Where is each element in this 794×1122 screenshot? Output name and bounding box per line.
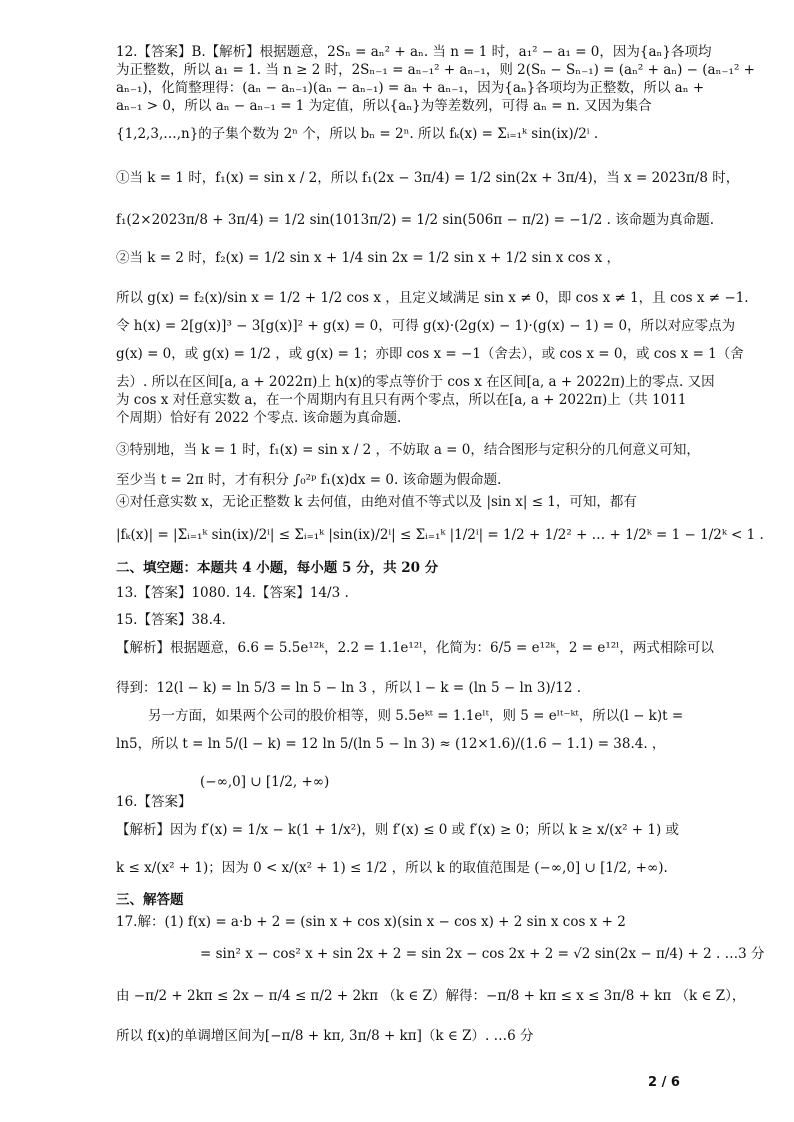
- text-line: 13.【答案】1080. 14.【答案】14/3 .: [116, 585, 349, 601]
- text-line: aₙ₋₁ > 0，所以 aₙ − aₙ₋₁ = 1 为定值，所以{aₙ}为等差数列，可得 aₙ = n. 又因为集合: [116, 98, 652, 114]
- text-line: g(x) = 0，或 g(x) = 1/2 ，或 g(x) = 1；亦即 cos x = −1（舍去），或 cos x = 0，或 cos x = 1（舍: [116, 346, 744, 362]
- text-line: {1,2,3,…,n}的子集个数为 2ⁿ 个，所以 bₙ = 2ⁿ. 所以 fₖ(x) = Σᵢ₌₁ᵏ sin(ix)/2ⁱ .: [116, 126, 599, 142]
- text-line: ④对任意实数 x，无论正整数 k 去何值，由绝对值不等式以及 |sin x| ≤ 1，可知，都有: [116, 494, 637, 510]
- text-line: aₙ₋₁)，化简整理得：(aₙ − aₙ₋₁)(aₙ − aₙ₋₁) = aₙ + aₙ₋₁，因为{aₙ}各项均为正整数，所以 aₙ +: [116, 80, 705, 96]
- answer-interval: (−∞,0] ∪ [1/2, +∞): [200, 774, 330, 790]
- text-line: 令 h(x) = 2[g(x)]³ − 3[g(x)]² + g(x) = 0，可得 g(x)·(2g(x) − 1)·(g(x) − 1) = 0，所以对应零点为: [116, 318, 736, 334]
- text-line: 17.解：(1) f(x) = a·b + 2 = (sin x + cos x)(sin x − cos x) + 2 sin x cos x + 2: [116, 914, 626, 930]
- text-line: 由 −π/2 + 2kπ ≤ 2x − π/4 ≤ π/2 + 2kπ （k ∈ Z）解得：−π/8 + kπ ≤ x ≤ 3π/8 + kπ （k ∈ Z），: [116, 988, 746, 1004]
- text-line: |fₖ(x)| = |Σᵢ₌₁ᵏ sin(ix)/2ⁱ| ≤ Σᵢ₌₁ᵏ |sin(ix)/2ⁱ| ≤ Σᵢ₌₁ᵏ |1/2ⁱ| = 1/2 + 1/2² + … + 1/2ᵏ = 1 − 1/2ᵏ < 1 .: [116, 527, 764, 543]
- text-line: = sin² x − cos² x + sin 2x + 2 = sin 2x − cos 2x + 2 = √2 sin(2x − π/4) + 2 . …3 分: [200, 946, 765, 962]
- text-line: 16.【答案】: [116, 794, 192, 810]
- text-line: 15.【答案】38.4.: [116, 612, 226, 628]
- text-line: 个周期）恰好有 2022 个零点. 该命题为真命题.: [116, 410, 402, 426]
- text-line: 去）. 所以在区间[a, a + 2022π)上 h(x)的零点等价于 cos x 在区间[a, a + 2022π)上的零点. 又因: [116, 374, 715, 390]
- text-line: 得到：12(l − k) = ln 5/3 = ln 5 − ln 3 ，所以 l − k = (ln 5 − ln 3)/12 .: [116, 680, 581, 696]
- page-number: 2 / 6: [648, 1075, 680, 1090]
- text-line: f₁(2×2023π/8 + 3π/4) = 1/2 sin(1013π/2) = 1/2 sin(506π − π/2) = −1/2 . 该命题为真命题.: [116, 212, 714, 228]
- text-line: 【解析】因为 f′(x) = 1/x − k(1 + 1/x²)，则 f′(x) ≤ 0 或 f′(x) ≥ 0；所以 k ≥ x/(x² + 1) 或: [116, 822, 680, 838]
- text-line: 【解析】根据题意，6.6 = 5.5e¹²ᵏ，2.2 = 1.1e¹²ˡ，化简为：6/5 = e¹²ᵏ，2 = e¹²ˡ，两式相除可以: [116, 640, 714, 656]
- text-line: k ≤ x/(x² + 1)；因为 0 < x/(x² + 1) ≤ 1/2 ，所以 k 的取值范围是 (−∞,0] ∪ [1/2, +∞).: [116, 860, 668, 876]
- text-line: ②当 k = 2 时，f₂(x) = 1/2 sin x + 1/4 sin 2x = 1/2 sin x + 1/2 sin x cos x ，: [116, 250, 621, 266]
- text-line: 所以 g(x) = f₂(x)/sin x = 1/2 + 1/2 cos x ，且定义域满足 sin x ≠ 0，即 cos x ≠ 1，且 cos x ≠ −1.: [116, 290, 749, 306]
- text-line: 12.【答案】B.【解析】根据题意，2Sₙ = aₙ² + aₙ. 当 n = 1 时，a₁² − a₁ = 0，因为{aₙ}各项均: [116, 44, 712, 60]
- section-heading: 三、解答题: [116, 892, 184, 908]
- text-line: ③特别地，当 k = 1 时，f₁(x) = sin x / 2 ，不妨取 a = 0，结合图形与定积分的几何意义可知，: [116, 442, 700, 458]
- text-line: 为正整数，所以 a₁ = 1. 当 n ≥ 2 时，2Sₙ₋₁ = aₙ₋₁² + aₙ₋₁，则 2(Sₙ − Sₙ₋₁) = (aₙ² + aₙ) − (aₙ₋₁² +: [116, 62, 755, 78]
- text-line: 至少当 t = 2π 时，才有积分 ∫₀²ᵖ f₁(x)dx = 0. 该命题为假命题.: [116, 472, 502, 488]
- text-line: 所以 f(x)的单调增区间为[−π/8 + kπ, 3π/8 + kπ]（k ∈ Z）. …6 分: [116, 1028, 534, 1044]
- text-line: 为 cos x 对任意实数 a，在一个周期内有且只有两个零点，所以在[a, a + 2022π)上（共 1011: [116, 392, 687, 408]
- section-heading: 二、填空题：本题共 4 小题，每小题 5 分，共 20 分: [116, 560, 439, 576]
- text-line: 另一方面，如果两个公司的股价相等，则 5.5eᵏᵗ = 1.1eˡᵗ，则 5 = eˡᵗ⁻ᵏᵗ，所以(l − k)t =: [148, 708, 684, 724]
- text-line: ①当 k = 1 时，f₁(x) = sin x / 2，所以 f₁(2x − 3π/4) = 1/2 sin(2x + 3π/4)，当 x = 2023π/8 时，: [116, 170, 740, 186]
- text-line: ln5，所以 t = ln 5/(l − k) = 12 ln 5/(ln 5 − ln 3) ≈ (12×1.6)/(1.6 − 1.1) = 38.4. ，: [116, 736, 666, 752]
